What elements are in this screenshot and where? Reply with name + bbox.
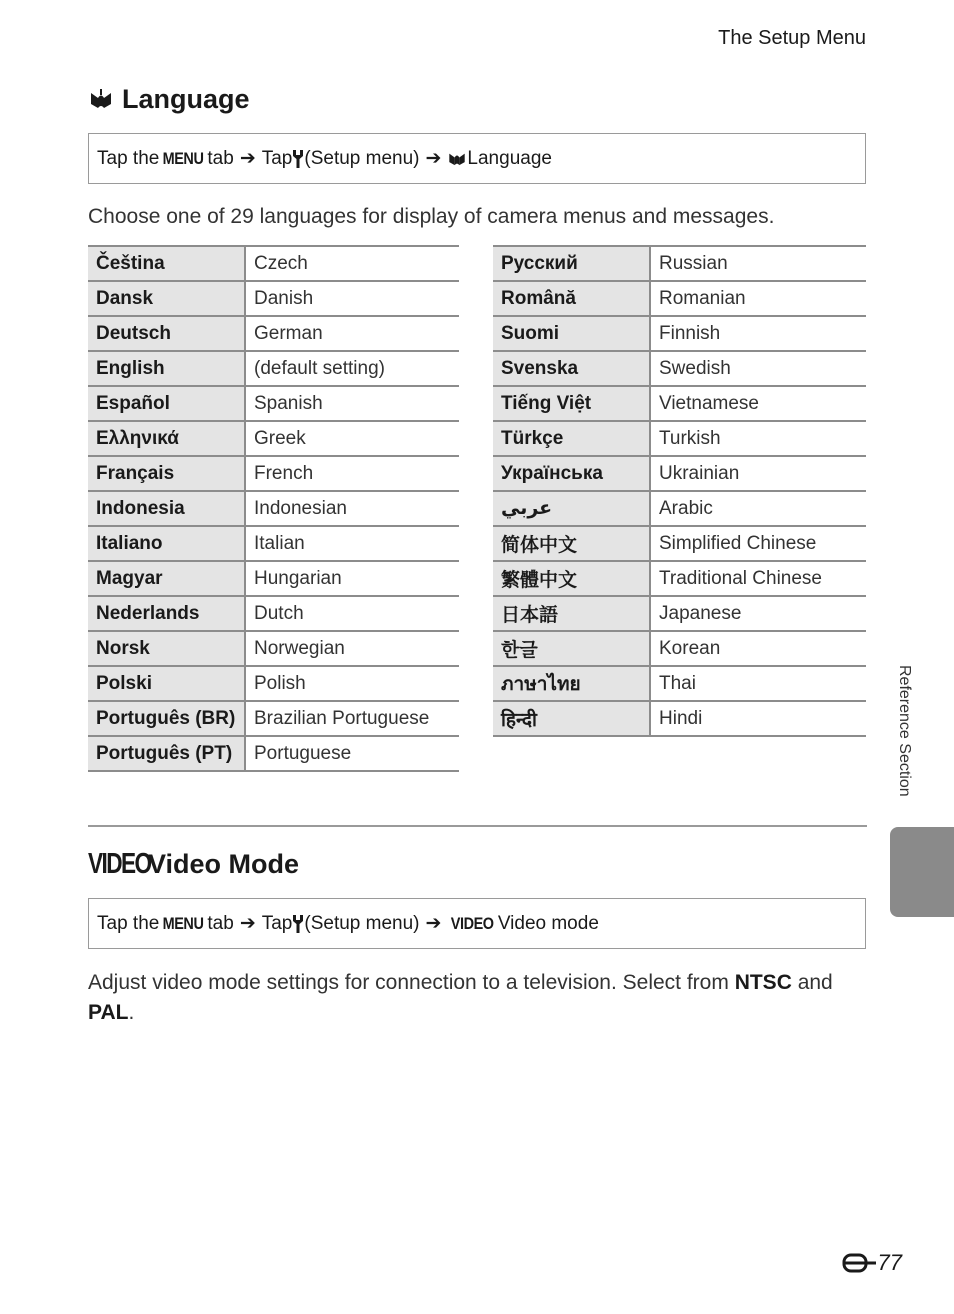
arrow-right-icon: ➔ [425,913,442,934]
language-row [88,246,459,281]
language-row [88,736,459,771]
language-english-name: Thai [650,666,866,701]
language-english-name: Hungarian [245,561,459,596]
language-native-name: Türkçe [493,421,650,456]
language-english-name: Ukrainian [650,456,866,491]
language-native-name: Polski [88,666,245,701]
section-divider [88,825,867,827]
language-row [493,526,866,561]
language-row [88,421,459,456]
language-native-name: Português (BR) [88,701,245,736]
body-text: and [791,971,833,994]
arrow-right-icon: ➔ [425,148,442,169]
nav-text: Tap the [97,147,160,169]
running-header: The Setup Menu [718,27,866,49]
language-native-name: Română [493,281,650,316]
language-native-name: Русский [493,246,650,281]
language-row [493,456,866,491]
language-english-name: (default setting) [245,351,459,386]
language-english-name: Norwegian [245,631,459,666]
language-native-name: Tiếng Việt [493,386,650,421]
nav-text: tab [207,912,234,934]
language-row [493,386,866,421]
language-row [88,351,459,386]
language-native-name: Čeština [88,246,245,281]
language-native-name: Norsk [88,631,245,666]
side-section-label: Reference Section [896,665,913,797]
body-text: Adjust video mode settings for connection to a television. Select from [88,971,735,994]
language-native-name: Dansk [88,281,245,316]
language-row [88,281,459,316]
language-english-name: Arabic [650,491,866,526]
language-english-name: Portuguese [245,736,459,771]
body-text: . [128,1001,135,1024]
language-row [493,246,866,281]
language-icon [88,87,114,113]
nav-text: Tap [261,912,293,934]
language-english-name: Romanian [650,281,866,316]
language-english-name: Simplified Chinese [650,526,866,561]
language-row [88,666,459,701]
language-nav-path [88,133,866,184]
language-table-right [493,245,866,737]
language-row [88,456,459,491]
language-row [493,561,866,596]
arrow-right-icon: ➔ [239,913,256,934]
language-native-name: Français [88,456,245,491]
language-native-name: Italiano [88,526,245,561]
language-native-name: Deutsch [88,316,245,351]
language-native-name: عربي [493,491,650,526]
pal-option: PAL [88,1001,129,1024]
nav-text: (Setup menu) [304,912,420,934]
nav-text: Tap [261,147,293,169]
ntsc-option: NTSC [734,971,792,994]
video-mode-heading [88,848,299,881]
wrench-icon [292,914,304,934]
video-mode-title: Video Mode [148,849,300,879]
language-english-name: Dutch [245,596,459,631]
language-row [493,491,866,526]
language-row [493,596,866,631]
language-native-name: 한글 [493,631,650,666]
language-english-name: Danish [245,281,459,316]
language-row [493,631,866,666]
video-icon: VIDEO [88,848,151,880]
video-nav-path [88,898,866,949]
reference-e-icon [842,1252,876,1274]
language-native-name: Suomi [493,316,650,351]
video-mode-description [88,968,868,1028]
video-icon: VIDEO [451,913,495,933]
language-row [493,281,866,316]
language-row [493,316,866,351]
language-english-name: Russian [650,246,866,281]
language-english-name: Greek [245,421,459,456]
language-row [88,491,459,526]
language-english-name: Italian [245,526,459,561]
language-english-name: Hindi [650,701,866,736]
wrench-icon [292,149,304,169]
language-english-name: Spanish [245,386,459,421]
page-number [842,1250,902,1276]
language-title: Language [122,84,250,114]
language-english-name: Finnish [650,316,866,351]
language-row [493,701,866,736]
nav-text: tab [207,147,234,169]
arrow-right-icon: ➔ [239,148,256,169]
language-english-name: Japanese [650,596,866,631]
language-native-name: Português (PT) [88,736,245,771]
language-english-name: Polish [245,666,459,701]
language-native-name: Ελληνικά [88,421,245,456]
language-row [88,316,459,351]
language-row [88,596,459,631]
language-english-name: Czech [245,246,459,281]
nav-text: (Setup menu) [304,147,420,169]
language-row [88,701,459,736]
language-english-name: Brazilian Portuguese [245,701,459,736]
side-section-tab [890,827,954,917]
language-row [493,666,866,701]
language-intro: Choose one of 29 languages for display of camera menus and messages. [88,205,775,228]
language-english-name: French [245,456,459,491]
language-native-name: Indonesia [88,491,245,526]
language-icon [447,149,467,169]
language-native-name: 繁體中文 [493,561,650,596]
nav-text: Video mode [497,912,599,934]
language-native-name: Magyar [88,561,245,596]
page-number-text: 77 [877,1250,902,1275]
nav-text: Language [467,147,552,169]
language-native-name: Español [88,386,245,421]
language-english-name: Vietnamese [650,386,866,421]
language-english-name: Swedish [650,351,866,386]
language-english-name: German [245,316,459,351]
nav-text: Tap the [97,912,160,934]
language-native-name: Українська [493,456,650,491]
language-heading [88,84,250,115]
language-row [493,421,866,456]
language-table-left [88,245,459,772]
language-native-name: ภาษาไทย [493,666,650,701]
language-native-name: 日本語 [493,596,650,631]
language-native-name: हिन्दी [493,701,650,736]
language-native-name: Svenska [493,351,650,386]
language-native-name: English [88,351,245,386]
language-row [493,351,866,386]
language-row [88,526,459,561]
language-english-name: Indonesian [245,491,459,526]
language-english-name: Traditional Chinese [650,561,866,596]
menu-tab-label: MENU [162,148,204,168]
menu-tab-label: MENU [162,913,204,933]
language-english-name: Korean [650,631,866,666]
language-native-name: 简体中文 [493,526,650,561]
language-row [88,561,459,596]
language-row [88,631,459,666]
language-row [88,386,459,421]
language-native-name: Nederlands [88,596,245,631]
language-english-name: Turkish [650,421,866,456]
